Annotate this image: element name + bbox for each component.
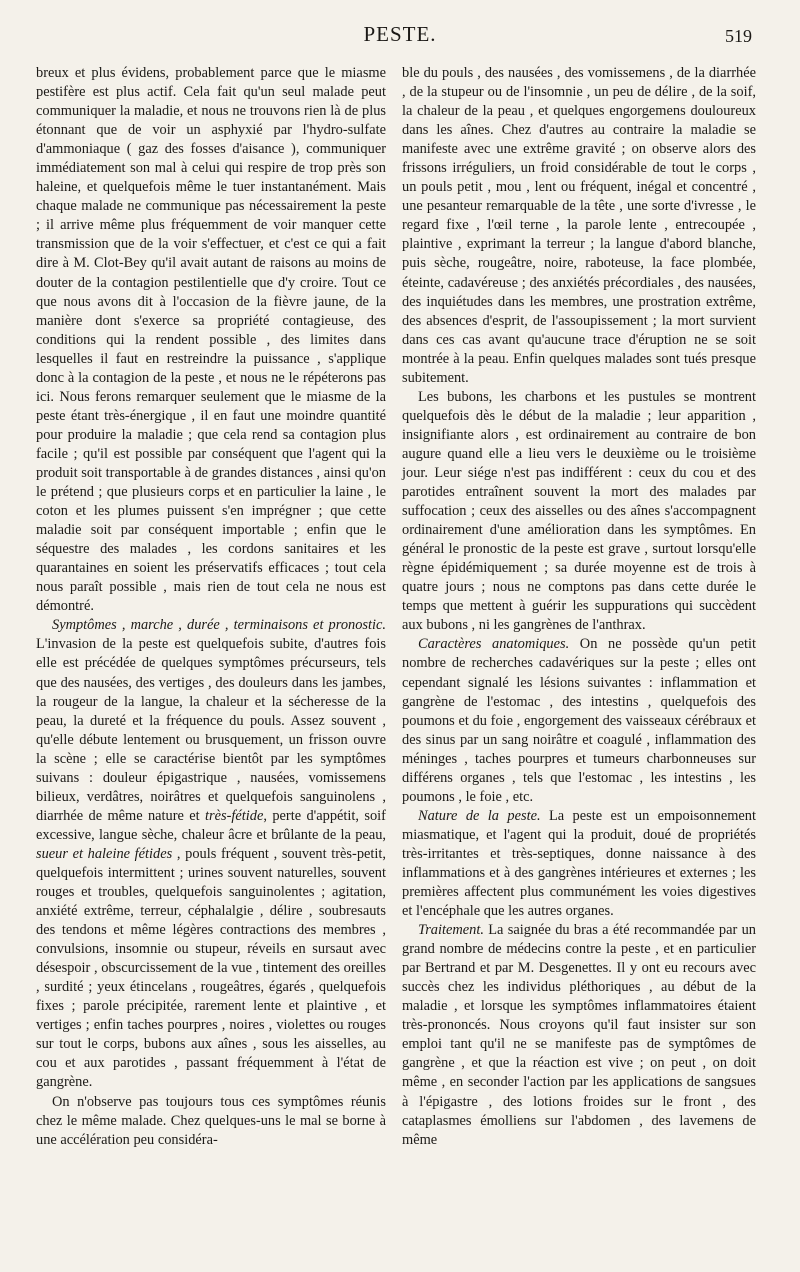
right-paragraph-1: ble du pouls , des nausées , des vomissemens , de la diarrhée , de la stupeur ou de l'insomnie , un peu de délire , de la soif, la chaleur de la peau , et quelques engorgemens douloureux dans les aînes. Chez d'autres au contraire la maladie se manifeste avec une extrême gravité ; on observe alors des frissons irréguliers, un froid considérable de tout le corps , un pouls petit , mou , lent ou fréquent, inégal et concentré , une pesanteur remarquable de la tête , une sorte d'ivresse , le regard fixe , l'œil terne , la parole lente , entrecoupée , plaintive , exprimant la terreur ; la langue d'abord blanche, puis sèche, rougeâtre, noire, raboteuse, la face plombée, éteinte, cadavéreuse ; des anxiétés précordiales , des nausées, des inquiétudes dans les membres, une prostration extrême, des absences d'esprit, de l'assoupissement ; la mort survient dans ces cas avant qu'aucune trace d'éruption ne se soit montrée à la peau. Enfin quelques malades sont tués presque subitement. xyxy=(402,65,756,386)
symptoms-text-a: L'invasion de la peste est quelquefois subite, d'autres fois elle est précédée de quelques symptômes précurseurs, tels que des nausées, des vertiges , des douleurs dans les jambes, la rougeur de la langue, la chaleur et la sécheresse de la peau, la dureté et la fréquence du pouls. Assez souvent , qu'elle débute lentement ou brusquement, un frisson ouvre la scène ; elle se caractérise bientôt par les symptômes suivans : douleur épigastrique , nausées, vomissemens bilieux, verdâtres, noirâtres et quelquefois sanguinolens , diarrhée de même nature et xyxy=(36,636,386,824)
section-heading-symptoms: Symptômes , marche , durée , terminaisons et pronostic. xyxy=(52,617,386,634)
page-number: 519 xyxy=(725,26,752,46)
right-paragraph-treatment xyxy=(402,921,756,1150)
left-paragraph-3: On n'observe pas toujours tous ces symptômes réunis chez le même malade. Chez quelques-uns le mal se borne à une accélération peu considéra- xyxy=(36,1093,386,1148)
right-paragraph-anatomy xyxy=(402,635,756,806)
symptoms-emphasis-2: sueur et haleine fétides xyxy=(36,845,173,862)
running-title: PESTE. xyxy=(363,22,437,46)
symptoms-text-b: , perte d'appétit, soif excessive, langue sèche, chaleur âcre et brûlante de la peau, xyxy=(36,807,386,843)
section-heading-nature: Nature de la peste. xyxy=(418,807,541,824)
symptoms-text-c: , pouls fréquent , souvent très-petit, quelquefois intermittent ; urines souvent naturelles, souvent rouges et troubles, quelquefois sanguinolentes ; agitation, anxiété extrême, terreur, céphalalgie , délire , soubresauts des tendons et même légères contractions des membres , convulsions, insomnie ou stupeur, réveils en sursaut avec désespoir , obscurcissement de la vue , tintement des oreilles , surdité ; yeux étincelans , rougeâtres, égarés , quelquefois fixes ; parole précipitée, rarement lente et plaintive , et vertiges ; enfin taches pourpres , noires , violettes ou rouges sur tout le corps, bubons aux aînes , sous les aisselles, au cou et aux parotides , passant fréquemment à l'état de gangrène. xyxy=(36,845,386,1091)
right-column xyxy=(402,64,756,1150)
left-column xyxy=(36,64,386,1150)
section-heading-treatment: Traitement. xyxy=(418,922,484,939)
right-paragraph-bubons: Les bubons, les charbons et les pustules se montrent quelquefois dès le début de la maladie ; leur apparition , insignifiante alors , est ordinairement au contraire de bon augure quand elle a lieu vers le deuxième ou le troisième jour. Leur siége n'est pas indifférent : ceux du cou et des parotides entraînent souvent la mort des malades par suffocation ; ceux des aisselles ou des aînes s'accompagnent ordinairement d'une amélioration dans les symptômes. En général le pronostic de la peste est grave , surtout lorsqu'elle règne épidémiquement ; sa durée moyenne est de trois à quatre jours ; nous ne comptons pas dans cette durée le temps que mettent à guérir les suppurations qui succèdent aux bubons , ni les gangrènes de l'anthrax. xyxy=(402,388,756,634)
left-paragraph-1: breux et plus évidens, probablement parce que le miasme pestifère est plus actif. Cela fait qu'un seul malade peut communiquer la maladie, et nous ne trouvons rien là de plus étonnant que de voir un asphyxié par l'hydro-sulfate d'ammoniaque ( gaz des fosses d'aisance ), communiquer immédiatement son mal à celui qui respire de trop près son haleine, et quelquefois même le tuer instantanément. Mais chaque malade ne communique pas nécessairement la peste ; il arrive même plus fréquemment de voir manquer cette transmission que de la voir s'effectuer, et c'est ce qui a fait dire à M. Clot-Bey qu'il avait autant de raisons au moins de douter de la contagion pestilentielle que d'y croire. Tout ce que nous avons dit à l'occasion de la fièvre jaune, de la manière dont s'exerce sa propriété contagieuse, des conditions qui la rendent possible , des limites dans lesquelles il faut en restreindre la puissance , s'applique donc à la contagion de la peste , et nous ne le répéterons pas ici. Nous ferons remarquer seulement que le miasme de la peste étant très-énergique , il en faut une moindre quantité pour produire la maladie ; que cela rend sa contagion plus facile ; qu'il est possible par conséquent que l'agent qui la produit soit transportable à de grandes distances , ainsi qu'on le prétend ; que plusieurs corps et en particulier la laine , le coton et les plumes puissent s'en imprégner ; que cette maladie soit par conséquent importable ; enfin que le séquestre des malades , les cordons sanitaires et les quarantaines en soient les préservatifs efficaces ; tout cela nous paraît possible , mais rien de tout cela ne nous est démontré. xyxy=(36,65,386,615)
anatomy-text: On ne possède qu'un petit nombre de recherches cadavériques sur la peste ; elles ont cependant signalé les lésions suivantes : inflammation et gangrène de l'estomac , des intestins , quelquefois des poumons et du foie , engorgement des vaisseaux cérébraux et des sinus par un sang noirâtre et coagulé , inflammation des méninges , taches pourpres et tumeurs charbonneuses sur différens organes , tels que l'estomac , les intestins , les poumons , le foie , etc. xyxy=(402,636,756,805)
nature-text: La peste est un empoisonnement miasmatique, et l'agent qui la produit, doué de propriétés très-irritantes et très-septiques, donne naissance à des inflammations et à des gangrènes intérieures et externes ; les premières affectent plus communément les voies digestives et l'encéphale que les autres organes. xyxy=(402,807,756,920)
symptoms-emphasis-1: très-fétide xyxy=(205,807,264,824)
right-paragraph-nature xyxy=(402,807,756,921)
section-heading-anatomy: Caractères anatomiques. xyxy=(418,636,570,653)
treatment-text: La saignée du bras a été recommandée par un grand nombre de médecins contre la peste , et en particulier par Bertrand et par M. Desgenettes. Il y ont eu recours avec succès chez les individus pléthoriques , au début de la maladie , et lorsque les symptômes inflammatoires étaient très-prononcés. Nous croyons qu'il faut insister sur son emploi tant qu'il ne se manifeste pas de symptômes de gangrène , et que la réaction est vive ; on peut , on doit même , en seconder l'action par les applications de sangsues à l'épigastre , des lotions froides sur le front , des cataplasmes émolliens sur l'abdomen , des lavemens de même xyxy=(402,922,756,1148)
left-paragraph-symptoms xyxy=(36,616,386,1092)
